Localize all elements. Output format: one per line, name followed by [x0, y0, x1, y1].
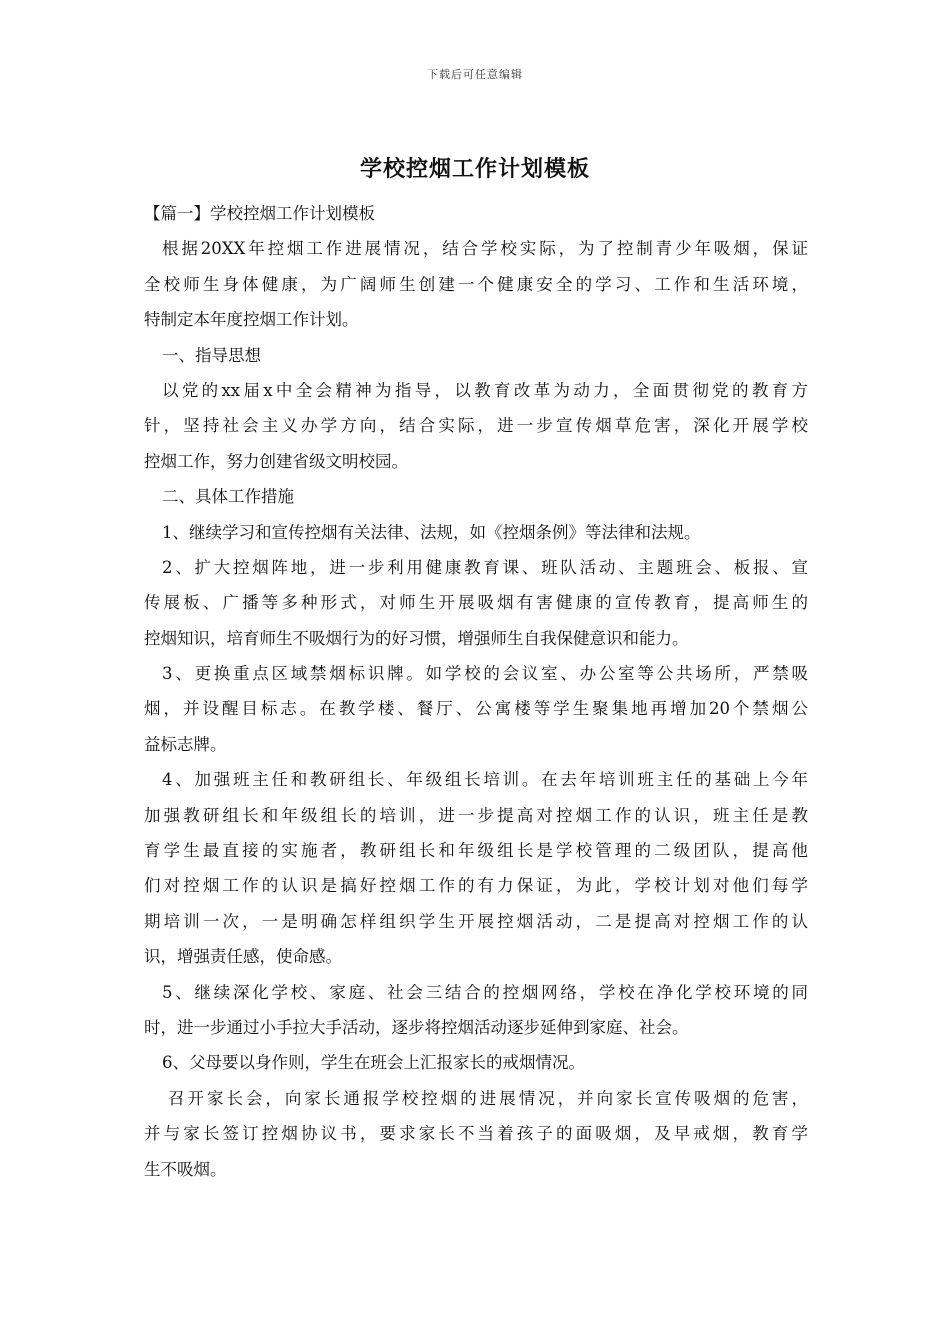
document-title: 学校控烟工作计划模板 — [359, 156, 590, 182]
text-line: 加强教研组长和年级组长的培训，进一步提高对控烟工作的认识，班主任是教 — [144, 805, 808, 825]
text-line: 一、指导思想 — [162, 345, 261, 365]
text-line: 2、扩大控烟阵地，进一步利用健康教育课、班队活动、主题班会、板报、宣 — [162, 557, 808, 577]
text-line: 控烟知识，培育师生不吸烟行为的好习惯，增强师生自我保健意识和能力。 — [144, 628, 689, 648]
text-line: 烟，并设醒目标志。在教学楼、餐厅、公寓楼等学生聚集地再增加20个禁烟公 — [144, 699, 808, 719]
document-body — [144, 196, 808, 1187]
text-line: 识，增强责任感，使命感。 — [144, 947, 342, 967]
text-line: 控烟工作，努力创建省级文明校园。 — [144, 451, 408, 471]
text-line: 【篇一】学校控烟工作计划模板 — [144, 204, 375, 223]
text-line: 召开家长会，向家长通报学校控烟的进展情况，并向家长宣传吸烟的危害， — [168, 1088, 808, 1108]
text-line: 益标志牌。 — [144, 734, 227, 754]
text-line: 全校师生身体健康，为广阔师生创建一个健康安全的学习、工作和生活环境， — [144, 274, 808, 294]
text-line: 育学生最直接的实施者，教研组长和年级组长是学校管理的二级团队，提高他 — [144, 841, 808, 861]
text-line: 根据20XX年控烟工作进展情况，结合学校实际，为了控制青少年吸烟，保证 — [162, 239, 808, 259]
text-line: 3、更换重点区域禁烟标识牌。如学校的会议室、办公室等公共场所，严禁吸 — [162, 664, 808, 684]
text-line: 期培训一次，一是明确怎样组织学生开展控烟活动，二是提高对控烟工作的认 — [144, 911, 808, 931]
text-line: 以党的xx届x中全会精神为指导，以教育改革为动力，全面贯彻党的教育方 — [162, 380, 808, 400]
text-line: 二、具体工作措施 — [162, 487, 294, 507]
text-line: 4、加强班主任和教研组长、年级组长培训。在去年培训班主任的基础上今年 — [162, 770, 808, 790]
text-line: 们对控烟工作的认识是搞好控烟工作的有力保证，为此，学校计划对他们每学 — [144, 876, 808, 896]
text-line: 生不吸烟。 — [144, 1159, 227, 1179]
text-line: 并与家长签订控烟协议书，要求家长不当着孩子的面吸烟，及早戒烟，教育学 — [144, 1124, 808, 1144]
text-line: 传展板、广播等多种形式，对师生开展吸烟有害健康的宣传教育，提高师生的 — [144, 593, 808, 613]
header-note: 下载后可任意编辑 — [427, 68, 523, 81]
text-line: 6、父母要以身作则，学生在班会上汇报家长的戒烟情况。 — [162, 1053, 585, 1073]
text-line: 针，坚持社会主义办学方向，结合实际，进一步宣传烟草危害，深化开展学校 — [144, 416, 808, 436]
text-line: 特制定本年度控烟工作计划。 — [144, 310, 359, 330]
text-line: 5、继续深化学校、家庭、社会三结合的控烟网络，学校在净化学校环境的同 — [162, 982, 808, 1002]
text-line: 时，进一步通过小手拉大手活动，逐步将控烟活动逐步延伸到家庭、社会。 — [144, 1017, 689, 1037]
text-line: 1、继续学习和宣传控烟有关法律、法规，如《控烟条例》等法律和法规。 — [162, 522, 701, 542]
